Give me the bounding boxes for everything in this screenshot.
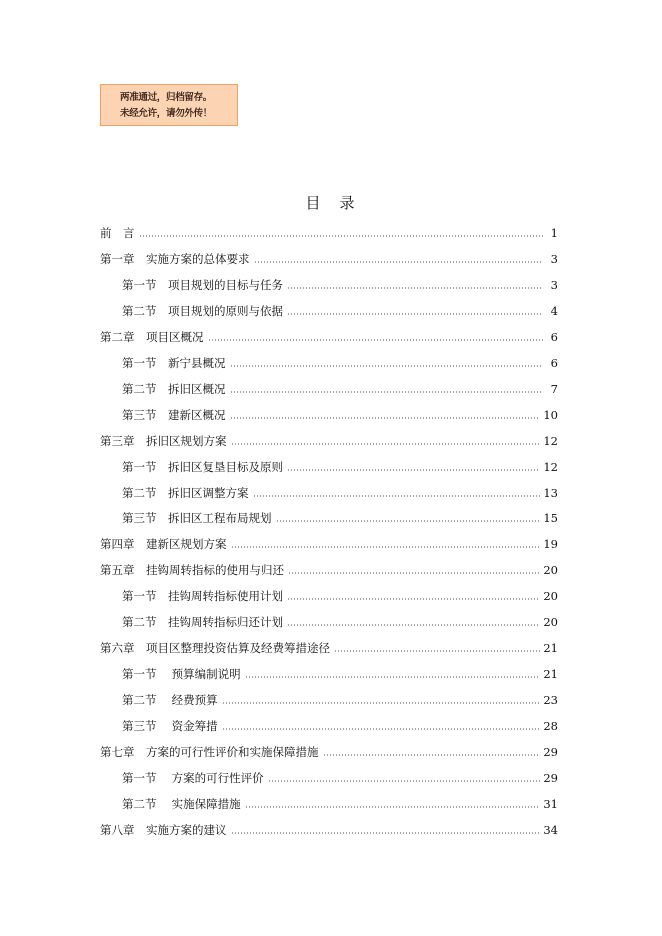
toc-entry-label: 第二节 项目规划的原则与依据 xyxy=(122,303,283,318)
toc-section-entry xyxy=(100,505,558,531)
toc-page-number: 23 xyxy=(543,693,558,708)
toc-chapter-entry xyxy=(100,557,558,583)
toc-page-number: 6 xyxy=(550,355,558,370)
toc-page-number: 1 xyxy=(550,226,558,240)
toc-page-number: 10 xyxy=(543,407,558,422)
toc-entry-label: 第五章 挂钩周转指标的使用与归还 xyxy=(100,563,284,578)
toc-page-number: 3 xyxy=(550,277,558,292)
toc-chapter-entry xyxy=(100,635,558,661)
toc-dot-leader xyxy=(231,545,541,549)
toc-page-number: 31 xyxy=(543,796,558,811)
toc-dot-leader xyxy=(287,312,543,316)
toc-entry-label: 第二节 拆旧区调整方案 xyxy=(122,485,249,500)
toc-page-number: 4 xyxy=(550,303,558,318)
toc-page-number: 6 xyxy=(550,329,558,344)
toc-section-entry xyxy=(100,687,558,713)
toc-section-entry xyxy=(100,376,558,402)
toc-dot-leader xyxy=(231,442,541,446)
toc-dot-leader xyxy=(287,597,540,601)
toc-dot-leader xyxy=(230,416,541,420)
toc-dot-leader xyxy=(253,494,541,498)
toc-entry-label: 第三节 建新区概况 xyxy=(122,407,226,422)
toc-page-number: 19 xyxy=(543,537,558,552)
toc-entry-label: 第二章 项目区概况 xyxy=(100,329,204,344)
stamp-line-1: 两准通过，归档留存。 xyxy=(120,92,213,103)
toc-section-entry xyxy=(100,713,558,739)
toc-entry-label: 第一章 实施方案的总体要求 xyxy=(100,251,250,266)
toc-entry-label: 第三节 拆旧区工程布局规划 xyxy=(122,511,272,526)
toc-section-entry xyxy=(100,350,558,376)
toc-dot-leader xyxy=(230,364,544,368)
toc-entry-label: 第六章 项目区整理投资估算及经费筹措途径 xyxy=(100,641,330,656)
toc-page-number: 28 xyxy=(543,719,558,734)
toc-chapter-entry xyxy=(100,531,558,557)
toc-page-number: 21 xyxy=(543,667,558,682)
toc-entry-label: 前 言 xyxy=(100,226,135,240)
toc-entry-label: 第一节 挂钩周转指标使用计划 xyxy=(122,589,283,604)
toc-chapter-entry xyxy=(100,246,558,272)
toc-dot-leader xyxy=(222,727,541,731)
toc-entry-label: 第一节 新宁县概况 xyxy=(122,355,226,370)
toc-entry-label: 第四章 建新区规划方案 xyxy=(100,537,227,552)
toc-dot-leader xyxy=(245,675,541,679)
toc-dot-leader xyxy=(323,753,541,757)
toc-section-entry xyxy=(100,454,558,480)
toc-section-entry xyxy=(100,583,558,609)
toc-page-number: 21 xyxy=(543,641,558,656)
toc-entry-label: 第八章 实施方案的建议 xyxy=(100,822,227,837)
toc-section-entry xyxy=(100,765,558,791)
toc-dot-leader xyxy=(245,805,541,809)
toc-page-number: 15 xyxy=(543,511,558,526)
toc-page-number: 12 xyxy=(543,459,558,474)
toc-dot-leader xyxy=(208,338,544,342)
toc-entry-label: 第一节 方案的可行性评价 xyxy=(122,770,264,785)
toc-page-number: 13 xyxy=(543,485,558,500)
toc-entry-label: 第二节 经费预算 xyxy=(122,693,218,708)
toc-entry-label: 第二节 拆旧区概况 xyxy=(122,381,226,396)
toc-dot-leader xyxy=(230,390,544,394)
toc-title: 目 录 xyxy=(305,194,357,212)
toc-page-number: 20 xyxy=(543,563,558,578)
toc-dot-leader xyxy=(287,623,540,627)
toc-section-entry xyxy=(100,791,558,817)
toc-chapter-entry xyxy=(100,324,558,350)
toc-page-number: 3 xyxy=(550,251,558,266)
toc-section-entry xyxy=(100,298,558,324)
toc-dot-leader xyxy=(287,286,543,290)
toc-dot-leader xyxy=(288,571,540,575)
toc-dot-leader xyxy=(287,468,540,472)
toc-chapter-entry xyxy=(100,220,558,246)
toc-chapter-entry xyxy=(100,817,558,843)
toc-chapter-entry xyxy=(100,739,558,765)
toc-entry-label: 第二节 挂钩周转指标归还计划 xyxy=(122,615,283,630)
approval-stamp xyxy=(100,84,238,126)
toc-section-entry xyxy=(100,609,558,635)
toc-page-number: 29 xyxy=(543,770,558,785)
toc-page-number: 20 xyxy=(543,589,558,604)
toc-dot-leader xyxy=(222,701,541,705)
toc-dot-leader xyxy=(268,779,541,783)
stamp-line-2: 未经允许，请勿外传！ xyxy=(120,108,213,119)
toc-dot-leader xyxy=(334,649,540,653)
toc-entry-label: 第一节 项目规划的目标与任务 xyxy=(122,277,283,292)
toc-chapter-entry xyxy=(100,428,558,454)
toc-page-number: 29 xyxy=(543,745,558,759)
toc-section-entry xyxy=(100,480,558,506)
toc-section-entry xyxy=(100,402,558,428)
toc-entry-label: 第三章 拆旧区规划方案 xyxy=(100,433,227,448)
toc-page-number: 34 xyxy=(543,822,558,837)
toc-dot-leader xyxy=(231,831,541,835)
toc-section-entry xyxy=(100,661,558,687)
toc-dot-leader xyxy=(276,519,541,523)
toc-page-number: 20 xyxy=(543,615,558,630)
toc-entry-label: 第二节 实施保障措施 xyxy=(122,796,241,811)
toc-entry-label: 第三节 资金筹措 xyxy=(122,719,218,734)
toc-page-number: 12 xyxy=(543,433,558,448)
toc-page-number: 7 xyxy=(550,381,558,396)
toc-entry-label: 第一节 拆旧区复垦目标及原则 xyxy=(122,459,283,474)
toc-dot-leader xyxy=(139,234,544,238)
toc-dot-leader xyxy=(254,260,544,264)
toc-entry-label: 第一节 预算编制说明 xyxy=(122,667,241,682)
toc-section-entry xyxy=(100,272,558,298)
toc-entry-label: 第七章 方案的可行性评价和实施保障措施 xyxy=(100,745,319,759)
